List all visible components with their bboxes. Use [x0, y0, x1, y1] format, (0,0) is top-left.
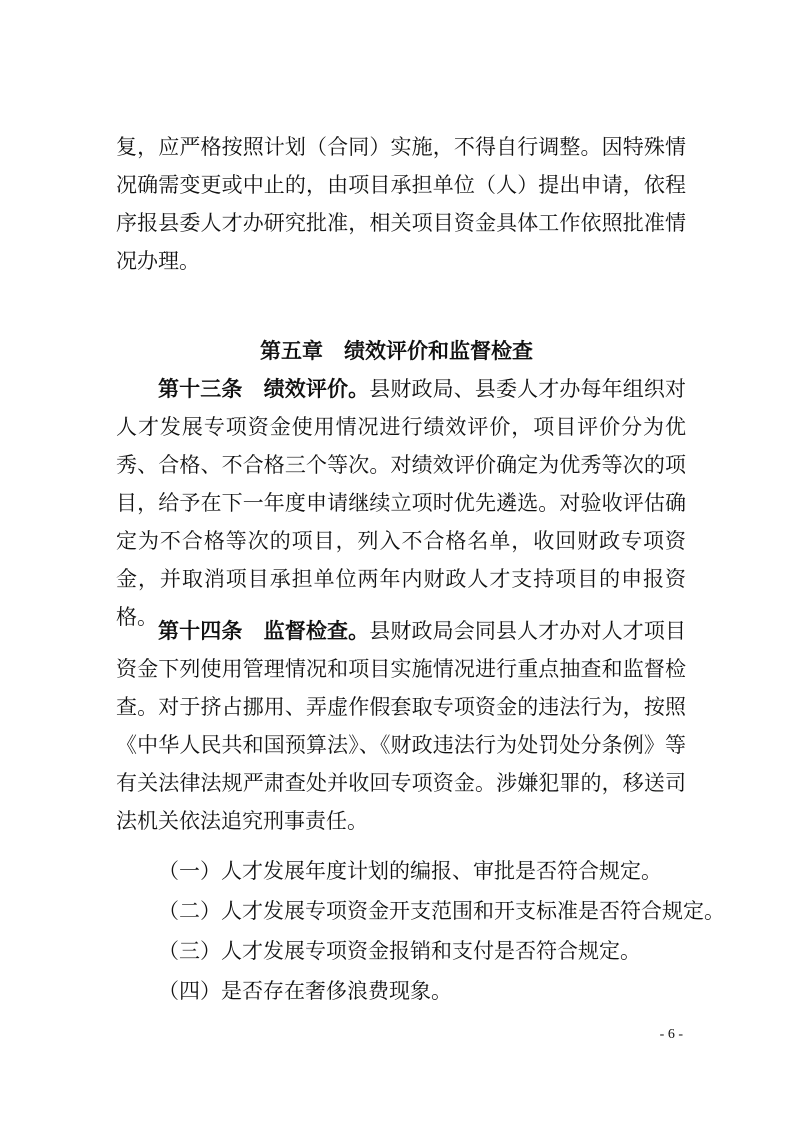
chapter-title: 第五章 绩效评价和监督检查 [260, 338, 533, 363]
paragraph-continuation [116, 128, 686, 280]
article-13-heading: 第十三条 绩效评价。 [158, 376, 370, 401]
list-item-3: （三）人才发展专项资金报销和支付是否符合规定。 [158, 939, 641, 963]
list-item-4: （四）是否存在奢侈浪费现象。 [158, 979, 452, 1003]
article-14-heading: 第十四条 监督检查。 [158, 618, 370, 643]
article-13 [116, 370, 686, 636]
article-14-body: 县财政局会同县人才办对人才项目资金下列使用管理情况和项目实施情况进行重点抽查和监督检查。对于挤占挪用、弄虚作假套取专项资金的违法行为，按照《中华人民共和国预算法》、《财政违法行为处罚处分条例》等有关法律法规严肃查处并收回专项资金。涉嫌犯罪的，移送司法机关依法追究刑事责任。 [116, 619, 686, 833]
list-item-2: （二）人才发展专项资金开支范围和开支标准是否符合规定。 [158, 899, 725, 923]
paragraph-text: 复，应严格按照计划（合同）实施，不得自行调整。因特殊情况确需变更或中止的，由项目承担单位（人）提出申请，依程序报县委人才办研究批准，相关项目资金具体工作依照批准情况办理。 [116, 135, 686, 273]
page-number: - 6 - [659, 1027, 683, 1042]
list-item-1: （一）人才发展年度计划的编报、审批是否符合规定。 [158, 859, 662, 883]
article-13-body: 县财政局、县委人才办每年组织对人才发展专项资金使用情况进行绩效评价，项目评价分为优秀、合格、不合格三个等次。对绩效评价确定为优秀等次的项目，给予在下一年度申请继续立项时优先遴选。对验收评估确定为不合格等次的项目，列入不合格名单，收回财政专项资金，并取消项目承担单位两年内财政人才支持项目的申报资格。 [116, 377, 686, 629]
article-14 [116, 612, 686, 840]
